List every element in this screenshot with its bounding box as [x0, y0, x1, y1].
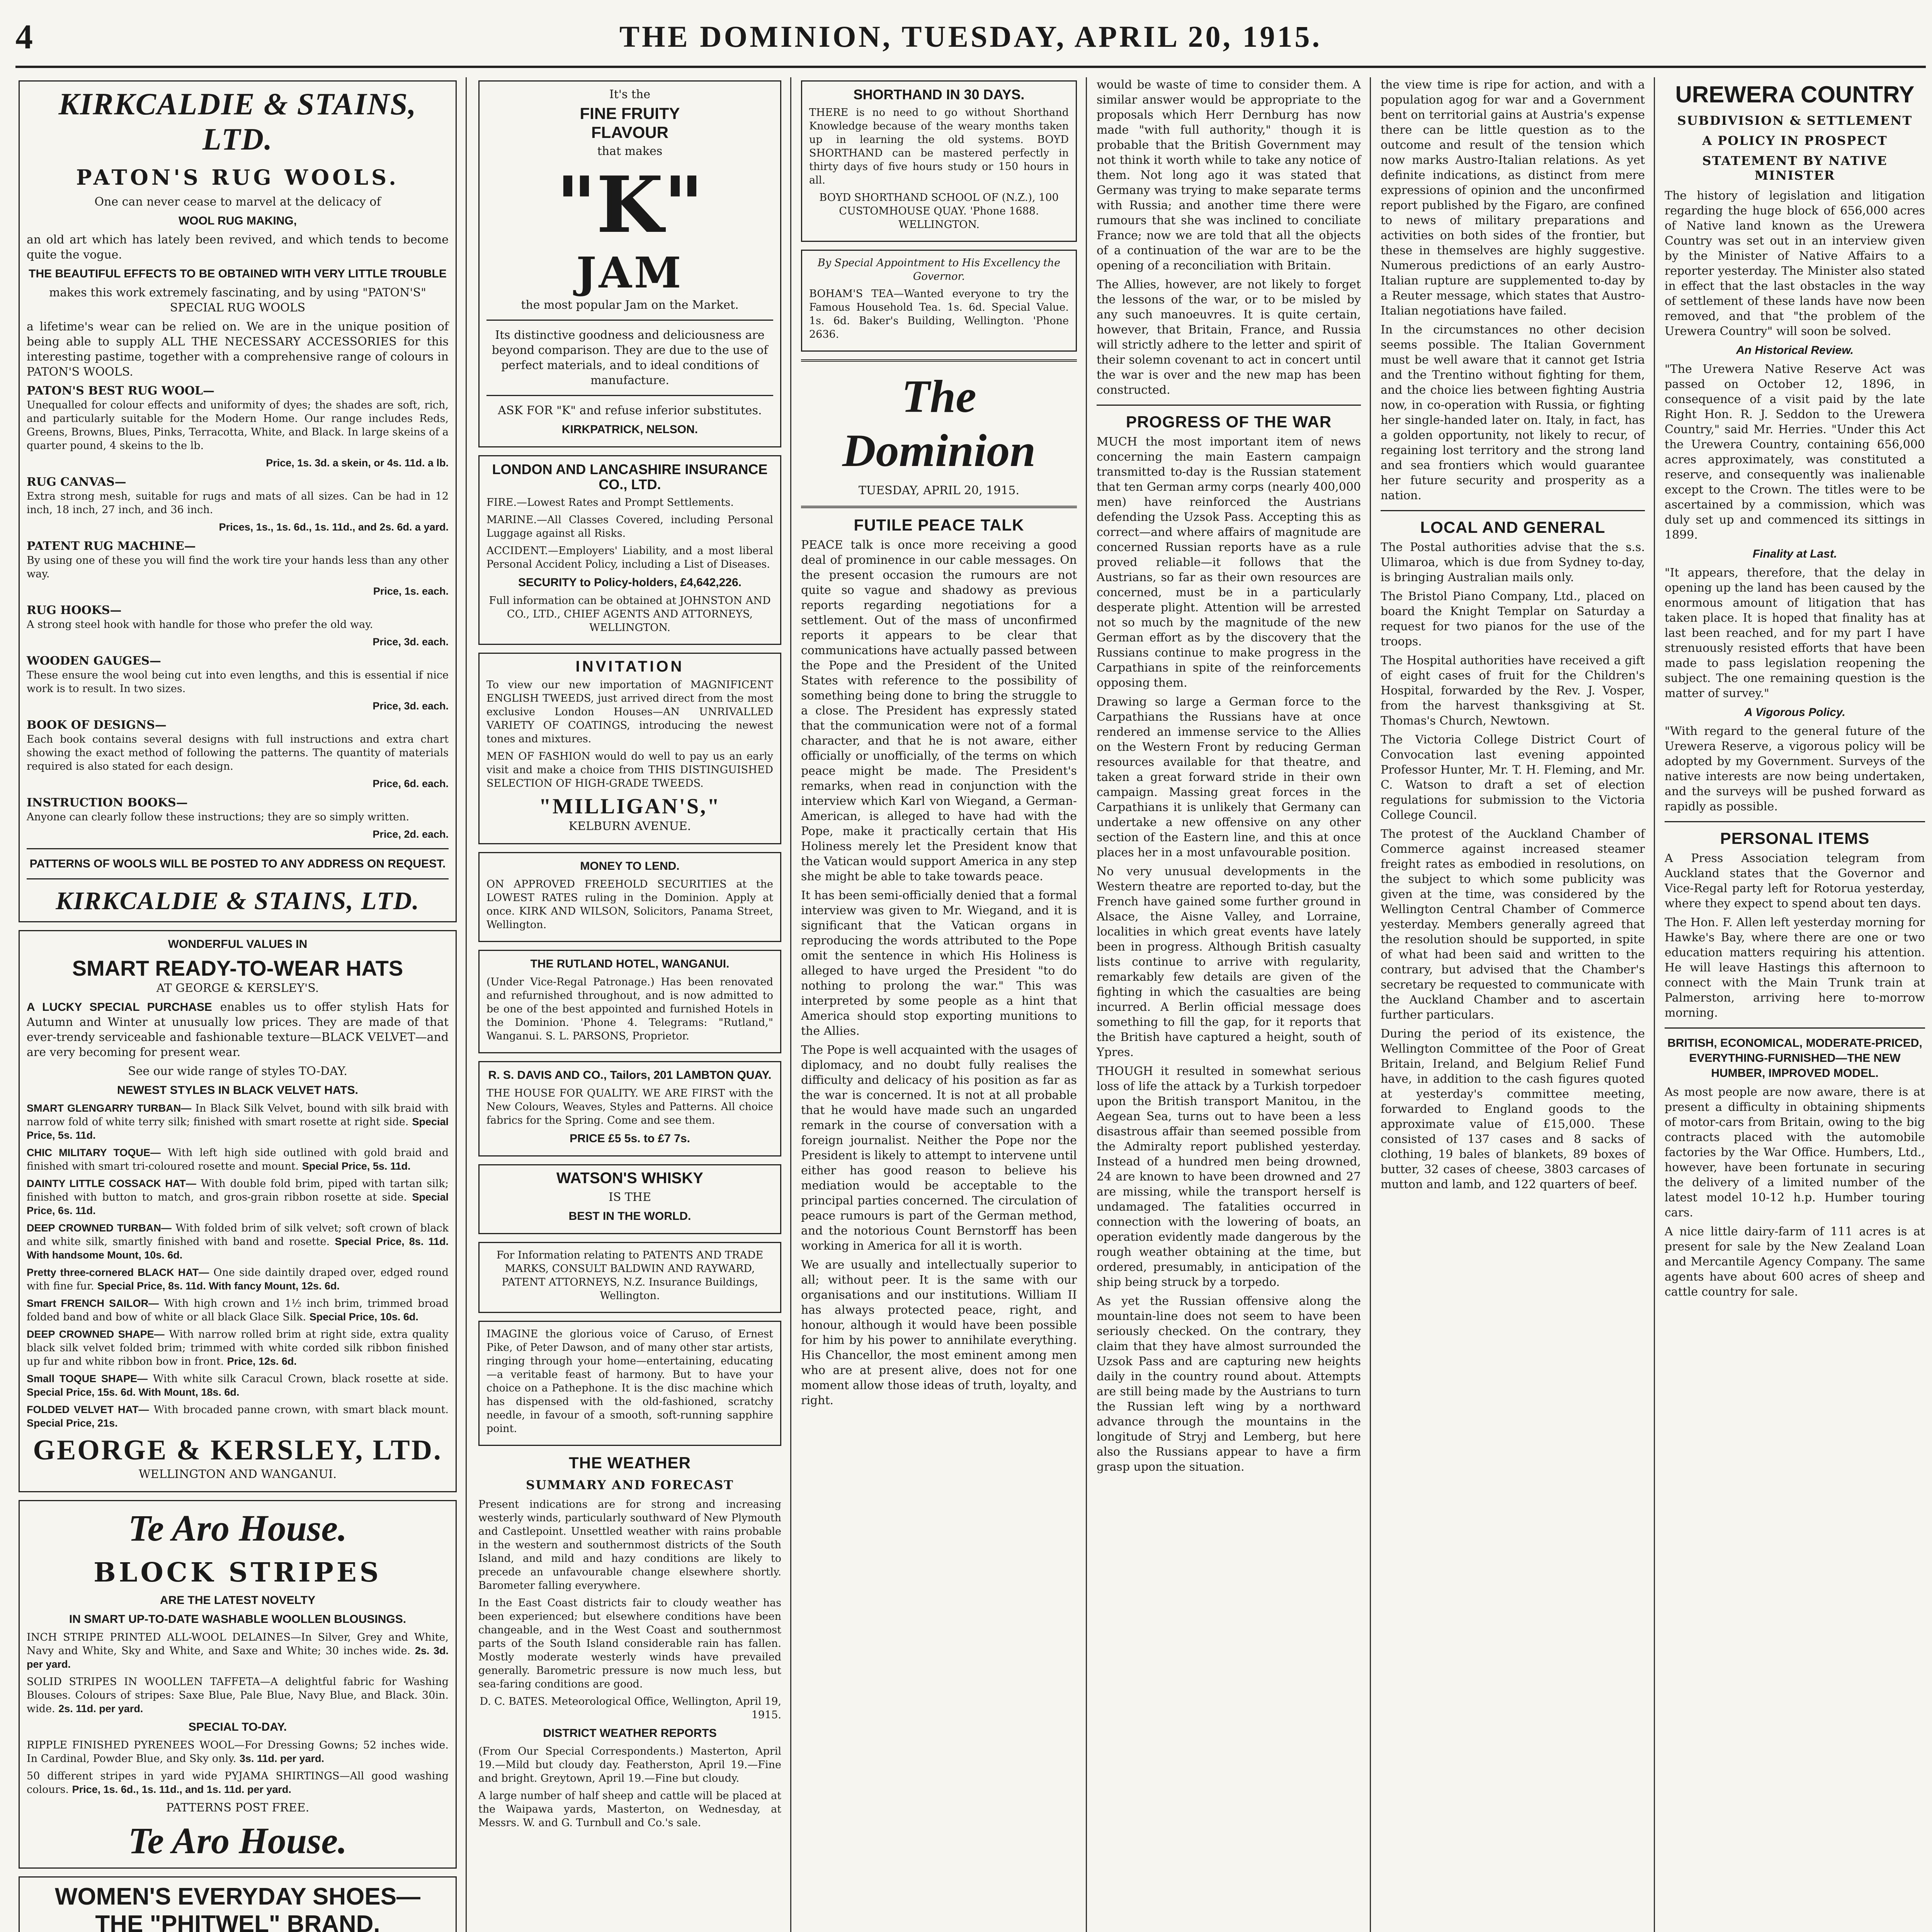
ad-heading: SMART READY-TO-WEAR HATS: [72, 956, 403, 980]
column-6: [1658, 77, 1932, 1932]
hat-price: Special Price, 8s. 11d. With fancy Mount, 12s. 6d.: [97, 1280, 340, 1292]
column-2-advertisements: [471, 77, 788, 1932]
product-item: PATENT RUG MACHINE— By using one of these you will find the work tire your hands less than any other way. Price, 1s. each.: [27, 539, 449, 598]
article-signature: D. C. BATES. Meteorological Office, Wellington, April 19, 1915.: [480, 1696, 781, 1721]
ad-heading: WOMEN'S EVERYDAY SHOES—: [54, 1883, 421, 1910]
product-price: Price, 1s. each.: [373, 585, 449, 597]
hat-item: DAINTY LITTLE COSSACK HAT— With double fold brim, piped with tartan silk; finished with button to match, and gros-grain ribbon rosette at side. Special Price, 6s. 11d.: [27, 1178, 449, 1216]
hat-price: Special Price, 15s. 6d. With Mount, 18s. 6d.: [27, 1386, 240, 1398]
article-text: A large number of half sheep and cattle will be placed at the Waipawa yards, Masterton, on Wednesday, at Messrs. W. and G. Turnbull and Co.'s sale.: [478, 1790, 781, 1829]
ad-footer: PATTERNS OF WOOLS WILL BE POSTED TO ANY ADDRESS ON REQUEST.: [29, 857, 446, 870]
ad-text: IN SMART UP-TO-DATE WASHABLE WOOLLEN BLOUSINGS.: [69, 1613, 406, 1626]
product-item: INSTRUCTION BOOKS— Anyone can clearly follow these instructions; they are so simply written. Price, 2d. each.: [27, 795, 449, 841]
masthead: [15, 8, 1926, 68]
milligans-ad: INVITATION To view our new importation of MAGNIFICENT ENGLISH TWEEDS, just arrived direct from the most exclusive London Houses—AN UNRIVALLED VARIETY OF COATINGS, introducing the newest tones and mixtures. MEN OF FASHION would do well to pay us an early visit and make a choice from THIS DISTINGUISHED SELECTION OF HIGH-GRADE TWEEDS. "MILLIGAN'S," KELBURN AVENUE.: [478, 653, 781, 844]
column-rule: [1086, 77, 1087, 1932]
ad-text: makes this work extremely fascinating, and by using "PATON'S" SPECIAL RUG WOOLS: [49, 286, 426, 315]
article-text: The protest of the Auckland Chamber of Commerce against increased steamer freight rates as embodied in resolutions, on the subject to which some publicity was given at the time, was considered by the Wellington Central Chamber of Commerce yesterday. Members generally agreed that the resolution should be supported, in spite of what had been said and written to the contrary, but advised that the Chamber's secretary be requested to communicate with the Auckland Chamber and to ascertain further particulars.: [1381, 827, 1645, 1022]
rutland-hotel-ad: THE RUTLAND HOTEL, WANGANUI. (Under Vice-Regal Patronage.) Has been renovated and refurnished throughout, and is now admitted to be one of the best appointed and furnished Hotels in the Dominion. 'Phone 4. Telegrams: "Rutland," Wanganui. S. L. PARSONS, Proprietor.: [478, 950, 781, 1053]
hat-price: Price, 12s. 6d.: [227, 1355, 297, 1367]
ad-text: One can never cease to marvel at the delicacy of: [94, 195, 381, 209]
masthead-title: THE DOMINION, TUESDAY, APRIL 20, 1915.: [619, 20, 1322, 53]
article-text: No very unusual developments in the Western theatre are reported to-day, but the French have gained some further ground in Alsace, the Aisne Valley, and Lorraine, localities in which great events have lately been in progress. Although British casualty lists continue to arrive with regularity, remarkably few details are given of the fighting in which the casualties are being incurred. A Berlin official message does something to fill the gap, for it reports that the British have captured a height, south of Ypres.: [1097, 865, 1361, 1059]
article-text: the view time is ripe for action, and with a population agog for war and a Government bent on territorial gains at Austria's expense there can be little question as to the outcome and result of the tension which now marks Austro-Italian relations. As yet definite indications, as distinct from mere expressions of opinion and the unconfirmed report published by the Figaro, are confined to news of military preparations and activities on both sides of the frontier, but these in themselves are highly suggestive. Numerous predictions of an early Austro-Italian rupture are supplemented to-day by a Reuter message, which states that Austro-Italian negotiations have failed.: [1381, 78, 1645, 318]
issue-date: TUESDAY, APRIL 20, 1915.: [858, 484, 1020, 497]
hat-item: FOLDED VELVET HAT— With brocaded panne crown, with smart black mount. Special Price, 21s.: [27, 1404, 449, 1429]
article-text: The Victoria College District Court of Convocation last evening appointed Professor Hunter, Mr. T. H. Fleming, and Mr. C. Watson to draft a set of election regulations for submission to the Victoria College Council.: [1381, 733, 1645, 822]
ad-text: an old art which has lately been revived, and which tends to become quite the vogue.: [27, 233, 449, 262]
hat-item: CHIC MILITARY TOQUE— With left high side outlined with gold braid and finished with smart tri-coloured rosette and mount. Special Price, 5s. 11d.: [27, 1147, 449, 1172]
article-text: The Postal authorities advise that the s.s. Ulimaroa, which is due from Sydney to-day, is bringing Australian mails only.: [1381, 541, 1645, 584]
article-text: THOUGH it resulted in somewhat serious loss of life the attack by a Turkish torpedoer upon the British transport Manitou, in the Aegean Sea, turns out to have been a less disastrous affair than seemed possible from the Admiralty report published yesterday. Instead of a hundred men being drowned, 24 are known to have been drowned and 27 are missing, while the transport herself is undamaged. The fatalities occurred in connection with the lowering of boats, an operation evidently made dangerous by the rough weather obtaining at the time, but ordered, presumably, in anticipation of the ship being struck by a torpedo.: [1097, 1065, 1361, 1289]
article-text: As yet the Russian offensive along the mountain-line does not seem to have been seriously checked. On the contrary, they claim that they have almost surrounded the Uzsok Pass and are capturing new heights daily in the country round about. Attempts are still being made by the Austrians to turn the Russian left wing by a northward advance through the mountains in the longitude of Stryj and Lemberg, but here also the Russians appear to have a firm grasp upon the situation.: [1097, 1294, 1361, 1474]
ad-text: a lifetime's wear can be relied on. We are in the unique position of being able to supply ALL THE NECESSARY ACCESSORIES for this interesting pastime, together with a comprehensive range of colours in PATON'S WOOLS.: [27, 320, 449, 379]
hat-item: DEEP CROWNED TURBAN— With folded brim of silk velvet; soft crown of black and white silk, smartly finished with band and rosette. Special Price, 8s. 11d. With handsome Mount, 10s. 6d.: [27, 1222, 449, 1261]
ad-text: THE BEAUTIFUL EFFECTS TO BE OBTAINED WITH VERY LITTLE TROUBLE: [29, 267, 447, 280]
article-headline: BRITISH, ECONOMICAL, MODERATE-PRICED, EVERYTHING-FURNISHED—THE NEW HUMBER, IMPROVED MODEL.: [1667, 1037, 1922, 1080]
hat-item: Small TOQUE SHAPE— With white silk Caracul Crown, black rosette at side. Special Price, 15s. 6d. With Mount, 18s. 6d.: [27, 1373, 449, 1398]
product-price: Price, 3d. each.: [372, 636, 449, 648]
article-crosshead: A Vigorous Policy.: [1744, 706, 1845, 719]
article-text: "With regard to the general future of the Urewera Reserve, a vigorous policy will be adopted by my Government. Surveys of the native interests are now being undertaken, and the surveys will be pushed forward as rapidly as possible.: [1665, 724, 1925, 813]
advertiser-name: "MILLIGAN'S,": [539, 794, 721, 818]
ad-text: PATTERNS POST FREE.: [166, 1801, 310, 1815]
hat-item: Smart FRENCH SAILOR— With high crown and 1½ inch brim, trimmed broad folded band and bow of white or all black Glace Silk. Special Price, 10s. 6d.: [27, 1298, 449, 1323]
article-text: The Pope is well acquainted with the usages of diplomacy, and no doubt fully realises the difficulty and delicacy of his position as far as the war is concerned. It is not at all probable that he would have made such an ungarded remark in the course of conversation with a foreign journalist. Neither the Pope nor the President is likely to attempt to intervene until either has good reason to believe his mediation would be acceptable to the principal parties concerned. The circulation of peace rumours is part of the German method, and the notorious Count Bernstorff has been working in America for all it is worth.: [801, 1043, 1077, 1253]
article-text: MUCH the most important item of news concerning the main Eastern campaign transmitted to-day is the Russian statement that ten German army corps (nearly 400,000 men) have reinforced the Austrians defending the Uzsok Pass. Accepting this as correct—and where affairs of magnitude are concerned Russian reports have as a rule proved reliable—it follows that the Austrians, so far as their own resources are concerned, must be in a particularly desperate plight. Attention will be arrested not so much by the magnitude of the new German effort as by the discovery that the Russians continue to make progress in the Carpathians in spite of the reinforcements opposing them.: [1097, 435, 1361, 690]
insurance-ad: LONDON AND LANCASHIRE INSURANCE CO., LTD. FIRE.—Lowest Rates and Prompt Settlements. MARINE.—All Classes Covered, including Personal Luggage against all Risks. ACCIDENT.—Employers' Liability, and a most liberal Personal Accident Policy, including a List of Diseases. SECURITY to Policy-holders, £4,642,226. Full information can be obtained at JOHNSTON AND CO., LTD., CHIEF AGENTS AND ATTORNEYS, WELLINGTON.: [478, 455, 781, 645]
hat-price: Special Price, 10s. 6d.: [309, 1311, 418, 1323]
product-item: RUG HOOKS— A strong steel hook with handle for those who prefer the old way. Price, 3d. each.: [27, 603, 449, 649]
article-subheading: STATEMENT BY NATIVE MINISTER: [1702, 153, 1888, 183]
article-text: In the circumstances no other decision seems possible. The Italian Government must be well aware that it cannot get Istria and the Trentino without fighting for them, and the choice lies between fighting Austria now, in co-operation with Russia, or fighting her single-handed later on. Italy, in fact, has a golden opportunity, not likely to recur, of regaining lost territory and the strong land and sea frontiers which would guarantee her future security and prosperity as a nation.: [1381, 323, 1645, 502]
hat-price: Special Price, 5s. 11d.: [302, 1160, 411, 1172]
product-item: PATON'S BEST RUG WOOL— Unequalled for colour effects and uniformity of dyes; the shades are soft, rich, and particularly suitable for the Modern Home. Our range includes Reds, Greens, Browns, Blues, Pinks, Terracotta, White, and Black. In large skeins of a quarter pound, 4 skeins to the lb. Price, 1s. 3d. a skein, or 4s. 11d. a lb.: [27, 383, 449, 470]
section-subheading: SUMMARY AND FORECAST: [526, 1478, 734, 1492]
hat-item: SMART GLENGARRY TURBAN— In Black Silk Velvet, bound with silk braid with narrow fold of white terry silk; finished with smart rosette at right side. Special Price, 5s. 11d.: [27, 1102, 449, 1141]
product-item: WOODEN GAUGES— These ensure the wool being cut into even lengths, and this is essential if nice work is to result. In two sizes. Price, 3d. each.: [27, 653, 449, 713]
product-item: BOOK OF DESIGNS— Each book contains several designs with full instructions and extra chart showing the exact method of following the patterns. The quantity of materials required is also stated for each design. Price, 6d. each.: [27, 718, 449, 791]
hat-item: DEEP CROWNED SHAPE— With narrow rolled brim at right side, extra quality black silk velvet folded brim; trimmed with white corded silk ribbon finished up fur and white ribbon bow in front. Price, 12s. 6d.: [27, 1328, 449, 1367]
davis-tailors-ad: R. S. DAVIS AND CO., Tailors, 201 LAMBTON QUAY. THE HOUSE FOR QUALITY. WE ARE FIRST with the New Colours, Weaves, Styles and Patterns. All choice fabrics for the Spring. Come and see them. PRICE £5 5s. to £7 7s.: [478, 1061, 781, 1156]
pathephone-ad: IMAGINE the glorious voice of Caruso, of Ernest Pike, of Peter Dawson, and of many other star artists, ringing through your home—entertaining, educating—a veritable feast of harmony. But to have your choice on a Pathephone. It is the disc machine which has dispensed with the old-fashioned, scratchy needle, in favour of a smooth, soft-running sapphire point.: [478, 1321, 781, 1446]
ad-text: INCH STRIPE PRINTED ALL-WOOL DELAINES—In Silver, Grey and White, Navy and White, Sky and White, and Saxe and White; 30 inches wide. 2s. 3d. per yard.: [27, 1631, 449, 1670]
article-text: (From Our Special Correspondents.) Masterton, April 19.—Mild but cloudy day. Featherston, April 19.—Fine and bright. Greytown, April 19.—Fine but cloudy.: [478, 1745, 781, 1784]
article-text: The Hospital authorities have received a gift of eight cases of fruit for the Children's Hospital, forwarded by the Rev. J. Vosper, from the harvest thanksgiving at St. Thomas's Church, Newtown.: [1381, 654, 1645, 728]
product-price: Price, 1s. 3d. a skein, or 4s. 11d. a lb.: [266, 457, 449, 469]
hat-price: Special Price, 8s. 11d. With handsome Mount, 10s. 6d.: [27, 1236, 449, 1261]
section-subheading: DISTRICT WEATHER REPORTS: [543, 1727, 717, 1740]
ad-text: 50 different stripes in yard wide PYJAMA SHIRTINGS—All good washing colours. Price, 1s. 6d., 1s. 11d., and 1s. 11d. per yard.: [27, 1770, 449, 1796]
article-headline: UREWERA COUNTRY: [1675, 82, 1915, 107]
watsons-whisky-ad: WATSON'S WHISKY IS THE BEST IN THE WORLD.: [478, 1164, 781, 1234]
newspaper-nameplate: The Dominion: [842, 371, 1036, 476]
article-text: We are usually and intellectually superior to all; without peer. It is the same with our organisations and our institutions. William II has always protected peace, right, and honour, although it would have been possible for him by his power to annihilate everything. His Chancellor, the most eminent among men who are at present alive, does not for one moment allow those ideas of truth, loyalty, and right.: [801, 1258, 1077, 1407]
article-subheading: SUBDIVISION & SETTLEMENT: [1677, 113, 1913, 128]
product-price: Price, 6d. each.: [372, 778, 449, 789]
page-number: 4: [15, 17, 33, 56]
article-headline: PROGRESS OF THE WAR: [1126, 413, 1332, 431]
hat-price: Special Price, 21s.: [27, 1417, 118, 1429]
k-logo: "K": [556, 160, 704, 250]
k-jam-ad: It's the FINE FRUITY FLAVOUR that makes "K" JAM the most popular Jam on the Market. Its distinctive goodness and deliciousness are beyond comparison. They are due to the use of perfect materials, and to ideal conditions of manufacture. ASK FOR "K" and refuse inferior substitutes. KIRKPATRICK, NELSON.: [478, 80, 781, 447]
ad-text: SOLID STRIPES IN WOOLLEN TAFFETA—A delightful fabric for Washing Blouses. Colours of stripes: Saxe Blue, Pale Blue, Navy Blue, and Black. 30in. wide. 2s. 11d. per yard.: [27, 1676, 449, 1715]
article-headline: FUTILE PEACE TALK: [854, 516, 1024, 534]
advertiser-name: GEORGE & KERSLEY, LTD.: [33, 1434, 442, 1466]
article-text: The Hon. F. Allen left yesterday morning for Hawke's Bay, where there are one or two education matters requiring his attention. He will leave Hastings this afternoon to connect with the Main Trunk train at Palmerston, arriving here to-morrow morning.: [1665, 916, 1925, 1020]
ad-text: enables us to offer stylish Hats for Autumn and Winter at unusually low prices. They are made of that ever-trendy serviceable and fashionable texture—BLACK VELVET—and are very becoming for present wear.: [27, 1000, 449, 1059]
column-1-advertisements: [12, 77, 464, 1932]
hat-price: Special Price, 6s. 11d.: [27, 1191, 449, 1216]
article-text: PEACE talk is once more receiving a good deal of prominence in our cable messages. On the present occasion the rumours are not quite so vague and shadowy as previous reports regarding negotiations for a settlement. Out of the mass of unconfirmed reports it appears to be clear that communications have actually passed between the Pope and the President of the United States with reference to the possibility of something being done to bring the struggle to a close. The President has expressly stated that the communication were not of a formal character, and that he is not aware, either officially or unofficially, of the terms on which peace might be made. The President's remarks, when read in conjunction with the interview which Karl von Wiegand, a German-American, is alleged to have had with the Pope, make it practically certain that His Holiness merely let the President know that the Vatican would support America in any step she might be able to take towards peace.: [801, 538, 1077, 883]
advertiser-name: Te Aro House.: [128, 1820, 347, 1861]
article-text: Drawing so large a German force to the Carpathians the Russians have at once rendered an immense service to the Allies on the Western Front by reducing German resources available for that theatre, and taken a great forward stride in their own campaign. Massing great forces in the Carpathians it is unlikely that Germany can undertake a new offensive on any other section of the Eastern line, and this at once places her in a most unfavourable position.: [1097, 695, 1361, 859]
te-aro-house-ad: [19, 1500, 457, 1869]
money-to-lend-ad: MONEY TO LEND. ON APPROVED FREEHOLD SECURITIES at the LOWEST RATES ruling in the Dominion. Apply at once. KIRK AND WILSON, Solicitors, Panama Street, Wellington.: [478, 852, 781, 942]
article-headline: PERSONAL ITEMS: [1720, 829, 1870, 847]
article-crosshead: Finality at Last.: [1752, 548, 1837, 560]
ad-text: WOOL RUG MAKING,: [178, 214, 297, 227]
advertiser-name: KIRKCALDIE & STAINS, LTD.: [56, 887, 420, 915]
ad-heading: PATON'S RUG WOOLS.: [76, 165, 399, 190]
column-rule: [1654, 77, 1655, 1932]
article-text: It has been semi-officially denied that a formal interview was given to Mr. Wiegand, and it is significant that the Vatican organs in reproducing the words attributed to the Pope omit the sentence in which His Holiness is alleged to have urged the President "to do nothing to prolong the war." This was interpreted by some people as a hint that America should stop exporting munitions to the Allies.: [801, 889, 1077, 1038]
hat-list: [27, 1102, 449, 1430]
ad-text: See our wide range of styles TO-DAY.: [128, 1065, 347, 1078]
ad-heading: BLOCK STRIPES: [94, 1557, 382, 1588]
product-item: RUG CANVAS— Extra strong mesh, suitable for rugs and mats of all sizes. Can be had in 12 inch, 18 inch, 27 inch, and 36 inch. Prices, 1s., 1s. 6d., 1s. 11d., and 2s. 6d. a yard.: [27, 474, 449, 534]
article-text: As most people are now aware, there is at present a difficulty in obtaining shipments of motor-cars from Britain, owing to the big contracts placed with the automobile factories by the War Office. Humbers, Ltd., however, have been fortunate in securing the delivery of a limited number of the latest model 10-12 h.p. Humber touring cars.: [1665, 1085, 1925, 1219]
hat-item: Pretty three-cornered BLACK HAT— One side daintily draped over, edged round with fine fur. Special Price, 8s. 11d. With fancy Mount, 12s. 6d.: [27, 1267, 449, 1292]
jam-heading: JAM: [576, 248, 684, 298]
column-3: [794, 77, 1084, 1932]
column-rule: [1370, 77, 1371, 1932]
product-price: Price, 3d. each.: [372, 700, 449, 712]
advertiser-name: Te Aro House.: [128, 1507, 347, 1549]
article-subheading: A POLICY IN PROSPECT: [1702, 133, 1888, 148]
advertiser-name: KIRKCALDIE & STAINS, LTD.: [58, 87, 417, 156]
ad-heading: THE "PHITWEL" BRAND.: [95, 1911, 380, 1932]
patents-ad: For Information relating to PATENTS AND TRADE MARKS, CONSULT BALDWIN AND RAYWARD, PATENT ATTORNEYS, N.Z. Insurance Buildings, Wellington.: [478, 1242, 781, 1313]
article-text: The Allies, however, are not likely to forget the lessons of the war, or to be misled by any such manoeuvres. It is quite certain, however, that Britain, France, and Russia will strictly adhere to the letter and spirit of their solemn covenant to act in concert until the war is over and the new map has been constructed.: [1097, 278, 1361, 397]
column-4: [1090, 77, 1368, 1932]
column-rule: [466, 77, 467, 1932]
ad-subheading: NEWEST STYLES IN BLACK VELVET HATS.: [117, 1084, 358, 1097]
bohams-tea-ad: By Special Appointment to His Excellency the Governor. BOHAM'S TEA—Wanted everyone to try the Famous Household Tea. 1s. 6d. Special Value. 1s. 6d. Baker's Building, Wellington. 'Phone 2636.: [801, 250, 1077, 352]
ad-text: AT GEORGE & KERSLEY'S.: [156, 981, 319, 995]
hannah-shoes-ad: [19, 1876, 457, 1932]
product-list: [27, 383, 449, 841]
ad-label: A LUCKY SPECIAL PURCHASE: [27, 1001, 212, 1014]
article-text: "It appears, therefore, that the delay in opening up the land has been caused by the enormous amount of litigation that has taken place. It is hoped that finality has at last been reached, and for my part I have strenuously resisted efforts that have been made to pass legislation reopening the subject. The one remaining question is the matter of survey.": [1665, 566, 1925, 700]
ad-text: ARE THE LATEST NOVELTY: [160, 1594, 316, 1607]
article-text: The history of legislation and litigation regarding the huge block of 656,000 acres of Native land known as the Urewera Country was set out in an interview given by the Minister of Native Affairs to a reporter yesterday. The Minister also stated in effect that the last obstacles in the way of settlement of these lands have now been removed, and that "the problem of the Urewera Country" will soon be solved.: [1665, 189, 1925, 338]
kirkcaldie-rug-ad: [19, 80, 457, 922]
article-text: In the East Coast districts fair to cloudy weather has been experienced; but elsewhere conditions have been changeable, and in the West Coast and southernmost parts of the South Island considerable rain has fallen. Mostly moderate westerly winds have prevailed generally. Barometric pressure is now much less, but sea-faring conditions are good.: [478, 1597, 781, 1690]
article-text: A nice little dairy-farm of 111 acres is at present for sale by the New Zealand Loan and Mercantile Agency Company. The same agents have about 600 acres of sheep and cattle country for sale.: [1665, 1225, 1925, 1299]
george-kersley-hats-ad: [19, 930, 457, 1492]
ad-text: WELLINGTON AND WANGANUI.: [138, 1468, 337, 1481]
article-text: Present indications are for strong and increasing westerly winds, particularly southward of New Plymouth and Castlepoint. Unsettled weather with rains probable in the western and southernmost districts of the South Island, and mild and hazy conditions are likely to precede an unfavourable change elsewhere shortly. Barometer falling everywhere.: [478, 1498, 781, 1592]
article-text: "The Urewera Native Reserve Act was passed on October 12, 1896, in consequence of a visit paid by the late Right Hon. R. J. Seddon to the Urewera Country," said Mr. Herries. "Under this Act the Urewera Country, containing 656,000 acres approximately, was constituted a reserve, and consequently was inalienable except to the Crown. The titles were to be ascertained by a commission, which was duly set up and commenced its sittings in 1899.: [1665, 362, 1925, 542]
article-text: would be waste of time to consider them. A similar answer would be appropriate to the proposals which Herr Dernburg has now made "with full authority," though it is probable that the British Government may not think it worth while to take any notice of them. Not long ago it was stated that Germany was trying to make separate terms with Russia; and another time there were rumours that she was inclined to conciliate France; now we are told that all the objects of a continuation of the war are to be the opening of a reconciliation with Britain.: [1097, 78, 1361, 272]
ad-text: WONDERFUL VALUES IN: [168, 938, 308, 951]
column-rule: [790, 77, 791, 1932]
article-crosshead: An Historical Review.: [1736, 344, 1854, 357]
product-price: Price, 2d. each.: [372, 828, 449, 840]
article-text: During the period of its existence, the Wellington Committee of the Poor of Great Britain, Ireland, and Belgium Relief Fund have, in addition to the cash figures quoted at yesterday's committee meeting, forwarded to England goods to the approximate value of £15,000. These consisted of 137 cases and 8 sacks of clothing, 19 bales of blankets, 89 boxes of butter, 32 cases of cheese, 3803 carcases of mutton and lamb, and 122 quarters of beef.: [1381, 1027, 1645, 1191]
hat-price: Special Price, 5s. 11d.: [27, 1116, 449, 1141]
ad-text: RIPPLE FINISHED PYRENEES WOOL—For Dressing Gowns; 52 inches wide. In Cardinal, Powder Blue, and Sky only. 3s. 11d. per yard.: [27, 1739, 449, 1765]
ad-subheading: SPECIAL TO-DAY.: [188, 1721, 287, 1733]
column-5: [1374, 77, 1652, 1932]
article-text: The Bristol Piano Company, Ltd., placed on board the Knight Templar on Saturday a request for two pianos for the use of the troops.: [1381, 590, 1645, 648]
product-price: Prices, 1s., 1s. 6d., 1s. 11d., and 2s. 6d. a yard.: [219, 521, 449, 533]
section-heading: THE WEATHER: [569, 1454, 691, 1472]
shorthand-ad: SHORTHAND IN 30 DAYS. THERE is no need to go without Shorthand Knowledge because of the weary months taken up in learning the old systems. BOYD SHORTHAND can be mastered perfectly in thirty days of five hours study or 150 hours in all. BOYD SHORTHAND SCHOOL OF (N.Z.), 100 CUSTOMHOUSE QUAY. 'Phone 1688. WELLINGTON.: [801, 80, 1077, 242]
article-text: A Press Association telegram from Auckland states that the Governor and Vice-Regal party left for Rotorua yesterday, where they expect to spend about ten days.: [1665, 852, 1925, 910]
article-headline: LOCAL AND GENERAL: [1420, 518, 1605, 536]
